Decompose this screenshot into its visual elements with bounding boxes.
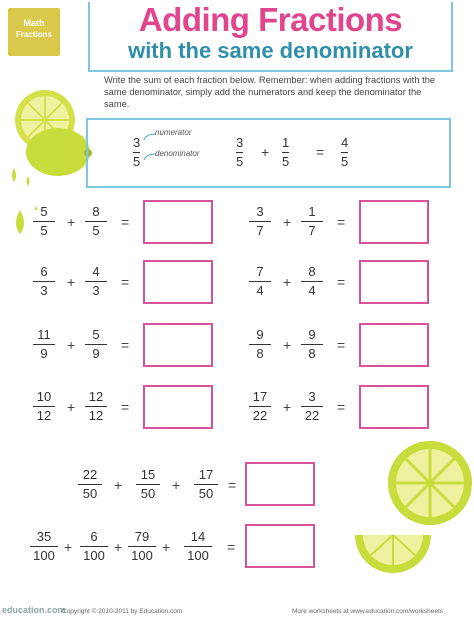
subject-badge xyxy=(8,8,60,56)
answer-box[interactable] xyxy=(143,323,213,367)
fraction xyxy=(85,265,107,298)
equals-sign: = xyxy=(316,144,325,160)
denominator: 7 xyxy=(308,223,316,238)
numerator: 14 xyxy=(190,529,206,544)
fraction-bar xyxy=(33,281,55,282)
page-title: Adding Fractions xyxy=(138,1,403,38)
plus-sign: + xyxy=(283,337,292,353)
fraction xyxy=(128,530,156,563)
lime-illustration-right xyxy=(345,425,474,595)
denominator: 22 xyxy=(252,408,268,423)
fraction-bar xyxy=(33,344,55,345)
denominator: 5 xyxy=(341,154,349,169)
numerator: 4 xyxy=(341,135,349,150)
fraction-bar xyxy=(282,152,289,153)
plus-sign: + xyxy=(261,144,270,160)
answer-box[interactable] xyxy=(143,200,213,244)
fraction-bar xyxy=(85,221,107,222)
numerator: 10 xyxy=(36,389,52,404)
numerator: 9 xyxy=(256,327,264,342)
numerator: 3 xyxy=(256,204,264,219)
denominator: 3 xyxy=(92,283,100,298)
numerator: 1 xyxy=(308,204,316,219)
numerator: 3 xyxy=(236,135,244,150)
lime-illustration-left xyxy=(0,80,100,210)
example-result xyxy=(341,136,348,169)
denominator: 8 xyxy=(256,346,264,361)
fraction-bar xyxy=(301,406,323,407)
denominator: 7 xyxy=(256,223,264,238)
equals-sign: = xyxy=(337,214,346,230)
denominator: 9 xyxy=(40,346,48,361)
numerator: 35 xyxy=(36,529,52,544)
fraction xyxy=(33,265,55,298)
denominator: 100 xyxy=(187,548,209,563)
denominator: 12 xyxy=(88,408,104,423)
example-term-1 xyxy=(236,136,243,169)
equals-sign: = xyxy=(337,274,346,290)
fraction-bar xyxy=(194,484,218,485)
numerator-label: numerator xyxy=(155,128,192,137)
plus-sign: + xyxy=(172,477,181,493)
denominator: 5 xyxy=(40,223,48,238)
numerator: 1 xyxy=(282,135,290,150)
fraction-bar xyxy=(249,406,271,407)
fraction xyxy=(301,205,323,238)
numerator: 9 xyxy=(308,327,316,342)
denominator: 100 xyxy=(131,548,153,563)
equals-sign: = xyxy=(337,337,346,353)
fraction-bar xyxy=(236,152,243,153)
plus-sign: + xyxy=(114,539,123,555)
plus-sign: + xyxy=(283,274,292,290)
numerator: 15 xyxy=(140,467,156,482)
plus-sign: + xyxy=(283,214,292,230)
denominator: 5 xyxy=(236,154,244,169)
page-subtitle: with the same denominator xyxy=(128,38,413,63)
fraction xyxy=(249,328,271,361)
copyright: Copyright © 2010-2011 by Education.com xyxy=(62,608,183,615)
instructions: Write the sum of each fraction below. Remember: when adding fractions with the same denominator, simply add the numerators and keep the denominator the same. xyxy=(104,75,436,109)
fraction-bar xyxy=(30,546,58,547)
example-term-2 xyxy=(282,136,289,169)
numerator: 3 xyxy=(308,389,316,404)
fraction xyxy=(249,265,271,298)
fraction xyxy=(33,390,55,423)
plus-sign: + xyxy=(67,399,76,415)
denominator: 22 xyxy=(304,408,320,423)
equals-sign: = xyxy=(227,539,236,555)
denominator: 4 xyxy=(256,283,264,298)
numerator: 22 xyxy=(82,467,98,482)
denominator: 5 xyxy=(133,154,141,169)
denominator: 5 xyxy=(282,154,290,169)
denominator-label: denominator xyxy=(155,149,200,158)
fraction-bar xyxy=(301,344,323,345)
lime-drop-icon xyxy=(10,208,30,238)
fraction-bar xyxy=(136,484,160,485)
answer-box[interactable] xyxy=(143,260,213,304)
fraction xyxy=(30,530,58,563)
denominator: 9 xyxy=(92,346,100,361)
numerator: 8 xyxy=(308,264,316,279)
fraction xyxy=(80,530,108,563)
fraction-bar xyxy=(249,344,271,345)
fraction-bar xyxy=(80,546,108,547)
fraction xyxy=(301,328,323,361)
fraction xyxy=(85,205,107,238)
fraction xyxy=(33,328,55,361)
fraction-bar xyxy=(128,546,156,547)
fraction-bar xyxy=(184,546,212,547)
equals-sign: = xyxy=(121,214,130,230)
equals-sign: = xyxy=(228,477,237,493)
answer-box[interactable] xyxy=(359,260,429,304)
fraction-bar xyxy=(33,406,55,407)
numerator: 6 xyxy=(90,529,98,544)
numerator: 3 xyxy=(133,135,141,150)
denominator: 50 xyxy=(140,486,156,501)
fraction-bar xyxy=(78,484,102,485)
numerator: 12 xyxy=(88,389,104,404)
numerator: 17 xyxy=(198,467,214,482)
fraction-bar xyxy=(249,221,271,222)
plus-sign: + xyxy=(64,539,73,555)
answer-box[interactable] xyxy=(359,200,429,244)
fraction xyxy=(249,390,271,423)
numerator: 4 xyxy=(92,264,100,279)
answer-box[interactable] xyxy=(359,323,429,367)
fraction-bar xyxy=(341,152,348,153)
denominator: 100 xyxy=(83,548,105,563)
numerator: 5 xyxy=(92,327,100,342)
denominator: 3 xyxy=(40,283,48,298)
fraction xyxy=(136,468,160,501)
fraction xyxy=(194,468,218,501)
fraction xyxy=(33,205,55,238)
education-logo: education.com xyxy=(2,605,66,615)
badge-line1: Math xyxy=(23,18,45,28)
denominator: 8 xyxy=(308,346,316,361)
numerator: 7 xyxy=(256,264,264,279)
fraction xyxy=(301,390,323,423)
equals-sign: = xyxy=(121,274,130,290)
fraction-bar xyxy=(301,221,323,222)
plus-sign: + xyxy=(67,337,76,353)
denominator: 50 xyxy=(198,486,214,501)
fraction-bar xyxy=(249,281,271,282)
numerator: 8 xyxy=(92,204,100,219)
plus-sign: + xyxy=(114,477,123,493)
plus-sign: + xyxy=(162,539,171,555)
fraction xyxy=(78,468,102,501)
numerator: 5 xyxy=(40,204,48,219)
answer-box[interactable] xyxy=(245,462,315,506)
denominator: 100 xyxy=(33,548,55,563)
plus-sign: + xyxy=(283,399,292,415)
fraction-bar xyxy=(85,281,107,282)
equals-sign: = xyxy=(121,337,130,353)
fraction-bar xyxy=(33,221,55,222)
numerator: 79 xyxy=(134,529,150,544)
plus-sign: + xyxy=(67,274,76,290)
numerator: 17 xyxy=(252,389,268,404)
answer-box[interactable] xyxy=(359,385,429,429)
equals-sign: = xyxy=(121,399,130,415)
denominator: 5 xyxy=(92,223,100,238)
fraction xyxy=(249,205,271,238)
fraction-bar xyxy=(301,281,323,282)
denominator: 50 xyxy=(82,486,98,501)
denominator: 12 xyxy=(36,408,52,423)
fraction xyxy=(184,530,212,563)
fraction xyxy=(85,390,107,423)
denominator: 4 xyxy=(308,283,316,298)
plus-sign: + xyxy=(67,214,76,230)
fraction-bar xyxy=(85,344,107,345)
fraction xyxy=(301,265,323,298)
equals-sign: = xyxy=(337,399,346,415)
answer-box[interactable] xyxy=(245,524,315,568)
answer-box[interactable] xyxy=(143,385,213,429)
numerator: 11 xyxy=(37,327,51,342)
numerator: 6 xyxy=(40,264,48,279)
badge-line2: Fractions xyxy=(15,30,52,39)
fraction xyxy=(85,328,107,361)
fraction-bar xyxy=(85,406,107,407)
more-worksheets: More worksheets at www.education.com/worksheets xyxy=(292,608,444,615)
